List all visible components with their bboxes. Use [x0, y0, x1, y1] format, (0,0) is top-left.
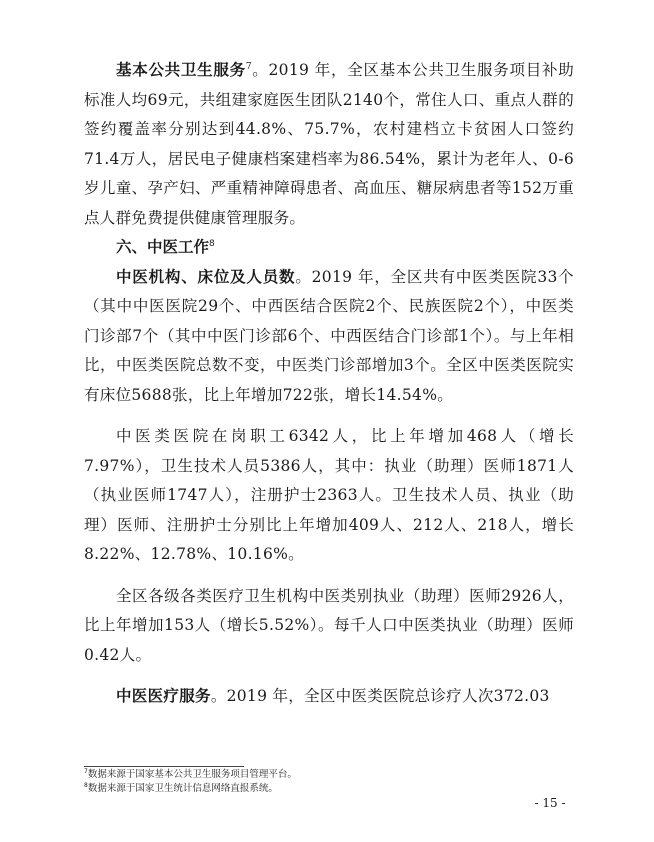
paragraph-text-tcm-staff: 中医类医院在岗职工6342人，比上年增加468人（增长7.97%），卫生技术人员5386人，其中：执业（助理）医师1871人（执业医师1747人），注册护士2363人。卫生技术人员、执业（助理）医师、注册护士分别比上年增加409人、212人、218人，增长8.22%、12.78%、10.16%。 — [84, 427, 574, 563]
footnote-number: 7 — [84, 767, 88, 775]
section-heading-tcm — [84, 233, 574, 263]
paragraph-text-tcm-physicians: 全区各级各类医疗卫生机构中医类别执业（助理）医师2926人，比上年增加153人（增长5.52%）。每千人口中医类执业（助理）医师0.42人。 — [84, 586, 574, 664]
footnote-text: 数据来源于国家基本公共卫生服务项目管理平台。 — [87, 769, 297, 780]
document-body — [84, 56, 574, 712]
footnote-divider — [84, 766, 244, 767]
paragraph-tcm-services — [84, 682, 574, 712]
paragraph-text-tcm-institutions: 。2019 年，全区共有中医类医院33个（其中中医医院29个、中西医结合医院2个、民族医院2个），中医类门诊部7个（其中中医门诊部6个、中西医结合门诊部1个）。与上年相比，中医类医院总数不变，中医类门诊部增加3个。全区中医类医院实有床位5688张，比上年增加722张，增长14.54%。 — [84, 267, 574, 404]
footnote-text: 数据来源于国家卫生统计信息网络直报系统。 — [87, 783, 278, 794]
page-number: - 15 - — [534, 796, 566, 810]
paragraph-tcm-institutions — [84, 263, 574, 411]
paragraph-tcm-staff — [84, 422, 574, 570]
footnote-item — [84, 768, 574, 782]
paragraph-lead-tcm-institutions: 中医机构、床位及人员数 — [116, 267, 296, 286]
paragraph-lead-tcm-services: 中医医疗服务 — [116, 687, 211, 705]
paragraph-tcm-physicians — [84, 582, 574, 671]
heading-text-tcm: 六、中医工作 — [116, 238, 210, 256]
footnotes — [84, 768, 574, 796]
footnote-ref-7: 7 — [245, 61, 252, 72]
paragraph-text-public-health: 。2019 年，全区基本公共卫生服务项目补助标准人均69元，共组建家庭医生团队2140个，常住人口、重点人群的签约覆盖率分别达到44.8%、75.7%，农村建档立卡贫困人口签约71.4万人，居民电子健康档案建档率为86.54%，累计为老年人、0-6 岁儿童、孕产妇、严重精神障碍患者、高血压、糖尿病患者等152万重点人群免费提供健康管理服务。 — [84, 61, 574, 227]
footnote-ref-8: 8 — [209, 238, 215, 249]
footnote-item — [84, 782, 574, 796]
paragraph-lead-public-health: 基本公共卫生服务 — [116, 61, 246, 79]
paragraph-text-tcm-services: 。2019 年，全区中医类医院总诊疗人次372.03 — [210, 687, 550, 705]
footnote-number: 8 — [84, 781, 88, 789]
paragraph-public-health — [84, 56, 574, 233]
